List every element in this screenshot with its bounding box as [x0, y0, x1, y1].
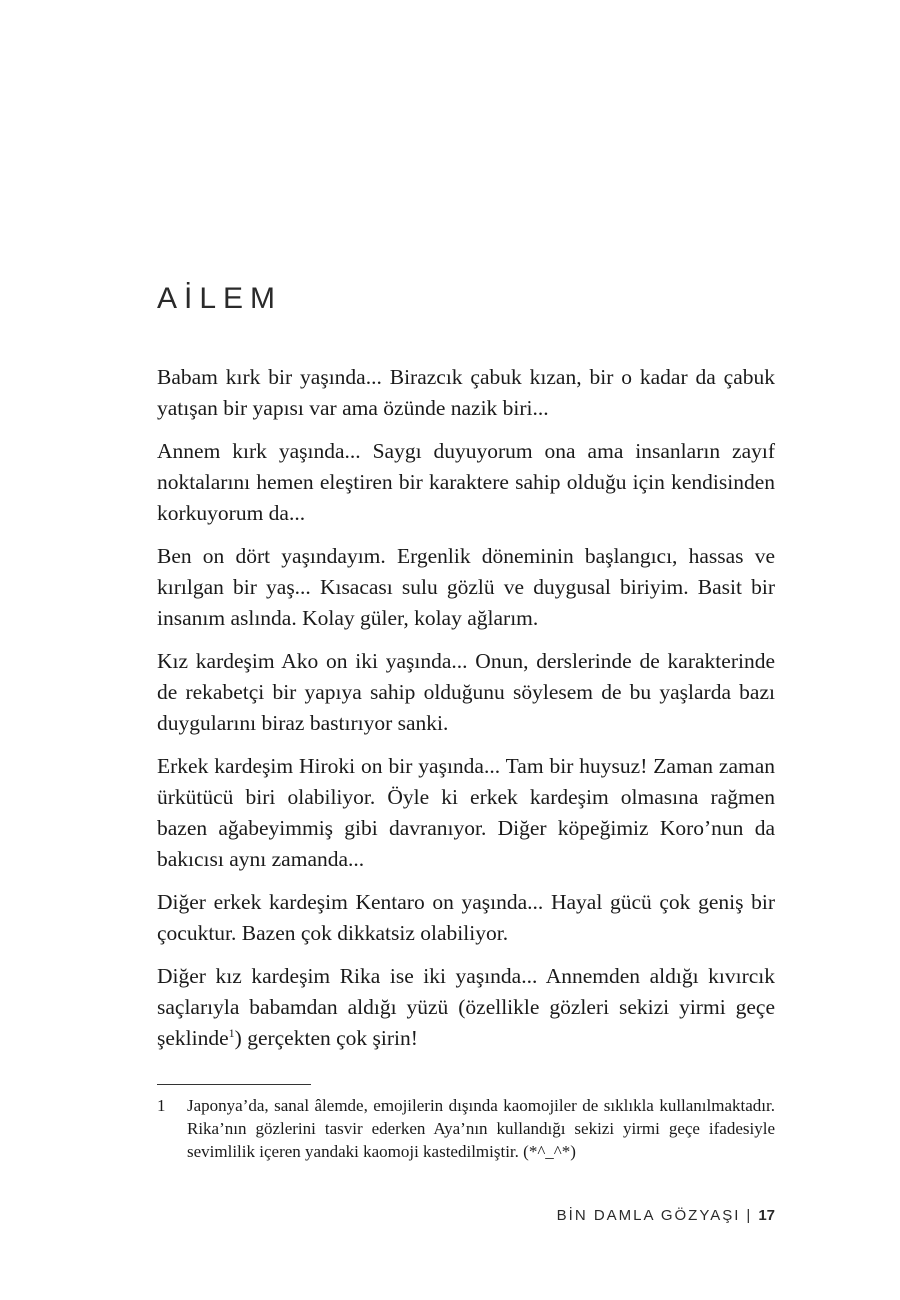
paragraph-rika: [157, 961, 775, 1054]
footnote-number: 1: [157, 1096, 166, 1115]
footer-book-title: BİN DAMLA GÖZYAŞI: [556, 1207, 741, 1224]
page-number: 17: [758, 1207, 775, 1224]
paragraph-father: Babam kırk bir yaşında... Birazcık çabuk kızan, bir o kadar da çabuk yatışan bir yapısı var ama özünde nazik biri...: [157, 365, 775, 420]
running-footer: [557, 1207, 775, 1224]
paragraph-hiroki: Erkek kardeşim Hiroki on bir yaşında... Tam bir huysuz! Zaman zaman ürkütücü biri olabiliyor. Öyle ki erkek kardeşim olmasına rağmen bazen ağabeyimmiş gibi davranıyor. Diğer köpeğimiz Koro’nun da bakıcısı aynı zamanda...: [157, 754, 775, 871]
footnote-text: Japonya’da, sanal âlemde, emojilerin dışında kaomojiler de sıklıkla kullanılmaktadır. Rika’nın gözlerini tasvir ederken Aya’nın kullandığı sekizi yirmi geçe ifadesiyle sevimlilik içeren yandaki kaomoji kastedilmiştir. (*^_^*): [187, 1096, 775, 1161]
paragraph-ako: Kız kardeşim Ako on iki yaşında... Onun, derslerinde de karakterinde de rekabetçi bir yapıya sahip olduğunu söylesem de bu yaşlarda bazı duygularını biraz bastırıyor sanki.: [157, 649, 775, 735]
footnote-reference: 1: [228, 1025, 235, 1040]
paragraph-kentaro: Diğer erkek kardeşim Kentaro on yaşında... Hayal gücü çok geniş bir çocuktur. Bazen çok dikkatsiz olabiliyor.: [157, 890, 775, 945]
paragraph-mother: Annem kırk yaşında... Saygı duyuyorum ona ama insanların zayıf noktalarını hemen eleştiren bir karaktere sahip olduğu için kendisinden korkuyorum da...: [157, 439, 775, 525]
footer-separator: |: [746, 1207, 753, 1224]
paragraph-narrator: Ben on dört yaşındayım. Ergenlik döneminin başlangıcı, hassas ve kırılgan bir yaş... Kısacası sulu gözlü ve duygusal biriyim. Basit bir insanım aslında. Kolay güler, kolay ağlarım.: [157, 544, 775, 630]
paragraph-rika-text-after: ) gerçekten çok şirin!: [234, 1026, 418, 1050]
body-text: [157, 362, 775, 1066]
chapter-title: AİLEM: [157, 282, 283, 315]
footnote: [157, 1094, 775, 1163]
footnote-divider: [157, 1084, 311, 1085]
paragraph-rika-text-before: Diğer kız kardeşim Rika ise iki yaşında... Annemden aldığı kıvırcık saçlarıyla babamdan aldığı yüzü (özellikle gözleri sekizi yirmi geçe şeklinde: [157, 964, 775, 1050]
